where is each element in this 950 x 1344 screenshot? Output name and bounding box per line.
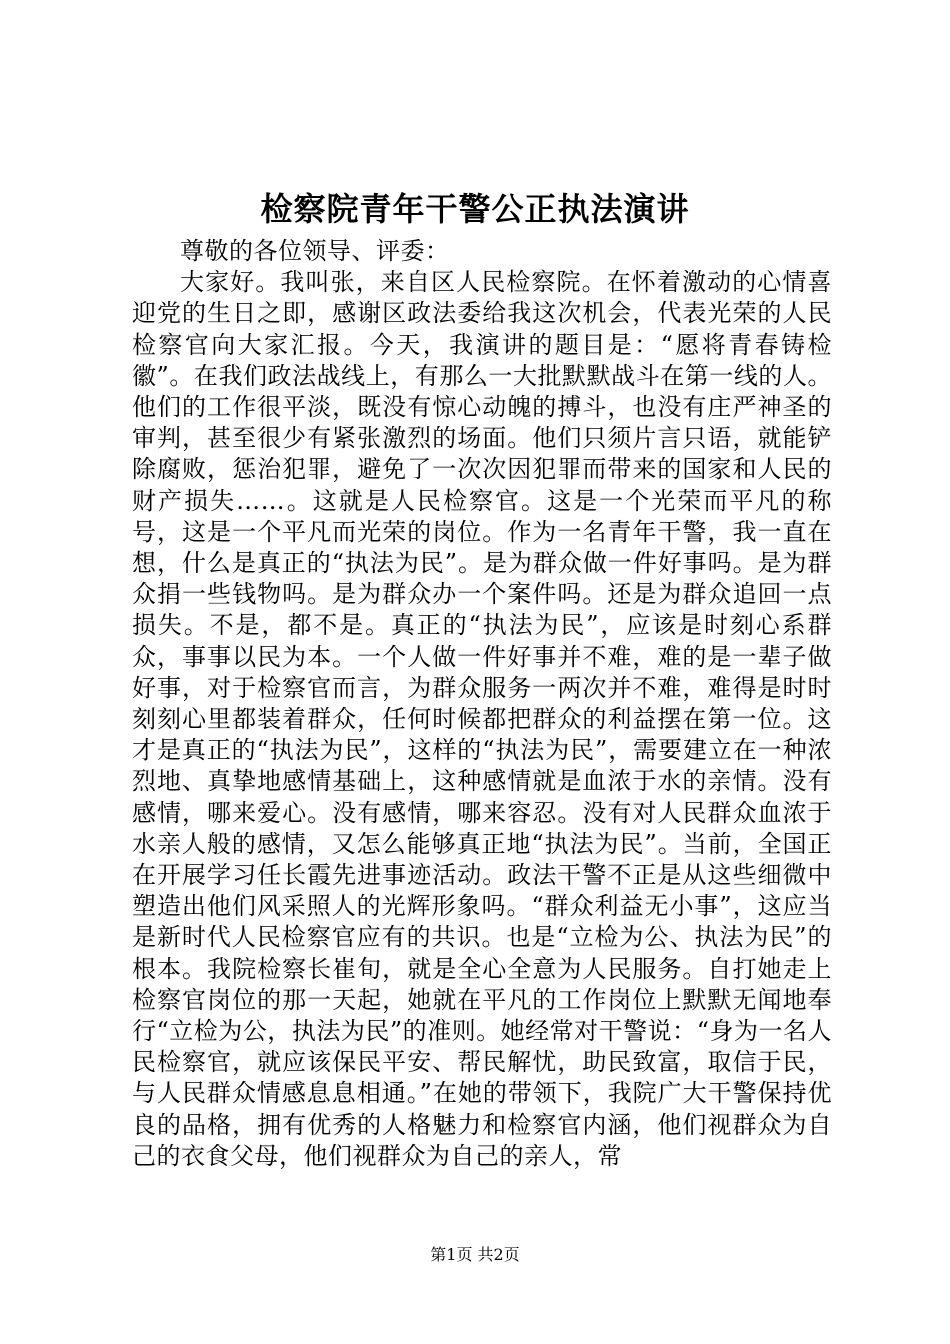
document-body	[132, 236, 832, 1172]
document-title: 检察院青年干警公正执法演讲	[260, 190, 690, 228]
page-number: 第1页 共2页	[430, 1245, 520, 1264]
body-paragraph: 大家好。我叫张，来自区人民检察院。在怀着激动的心情喜迎党的生日之即，感谢区政法委给我这次机会，代表光荣的人民检察官向大家汇报。今天，我演讲的题目是：“愿将青春铸检徽”。在我们政法战线上，有那么一大批默默战斗在第一线的人。他们的工作很平淡，既没有惊心动魄的搏斗，也没有庄严神圣的审判，甚至很少有紧张激烈的场面。他们只须片言只语，就能铲除腐败，惩治犯罪，避免了一次次因犯罪而带来的国家和人民的财产损失……。这就是人民检察官。这是一个光荣而平凡的称号，这是一个平凡而光荣的岗位。作为一名青年干警，我一直在想，什么是真正的“执法为民”。是为群众做一件好事吗。是为群众捐一些钱物吗。是为群众办一个案件吗。还是为群众追回一点损失。不是，都不是。真正的“执法为民”，应该是时刻心系群众，事事以民为本。一个人做一件好事并不难，难的是一辈子做好事，对于检察官而言，为群众服务一两次并不难，难得是时时刻刻心里都装着群众，任何时候都把群众的利益摆在第一位。这才是真正的“执法为民”，这样的“执法为民”，需要建立在一种浓烈地、真挚地感情基础上，这种感情就是血浓于水的亲情。没有感情，哪来爱心。没有感情，哪来容忍。没有对人民群众血浓于水亲人般的感情，又怎么能够真正地“执法为民”。当前，全国正在开展学习任长霞先进事迹活动。政法干警不正是从这些细微中塑造出他们风采照人的光辉形象吗。“群众利益无小事”，这应当是新时代人民检察官应有的共识。也是“立检为公、执法为民”的根本。我院检察长崔旬，就是全心全意为人民服务。自打她走上检察官岗位的那一天起，她就在平凡的工作岗位上默默无闻地奉行“立检为公，执法为民”的准则。她经常对干警说：“身为一名人民检察官，就应该保民平安、帮民解忧，助民致富，取信于民，与人民群众情感息息相通。”在她的带领下，我院广大干警保持优良的品格，拥有优秀的人格魅力和检察官内涵，他们视群众为自己的衣食父母，他们视群众为自己的亲人，常	[132, 268, 832, 1170]
salutation: 尊敬的各位领导、评委：	[180, 237, 450, 265]
